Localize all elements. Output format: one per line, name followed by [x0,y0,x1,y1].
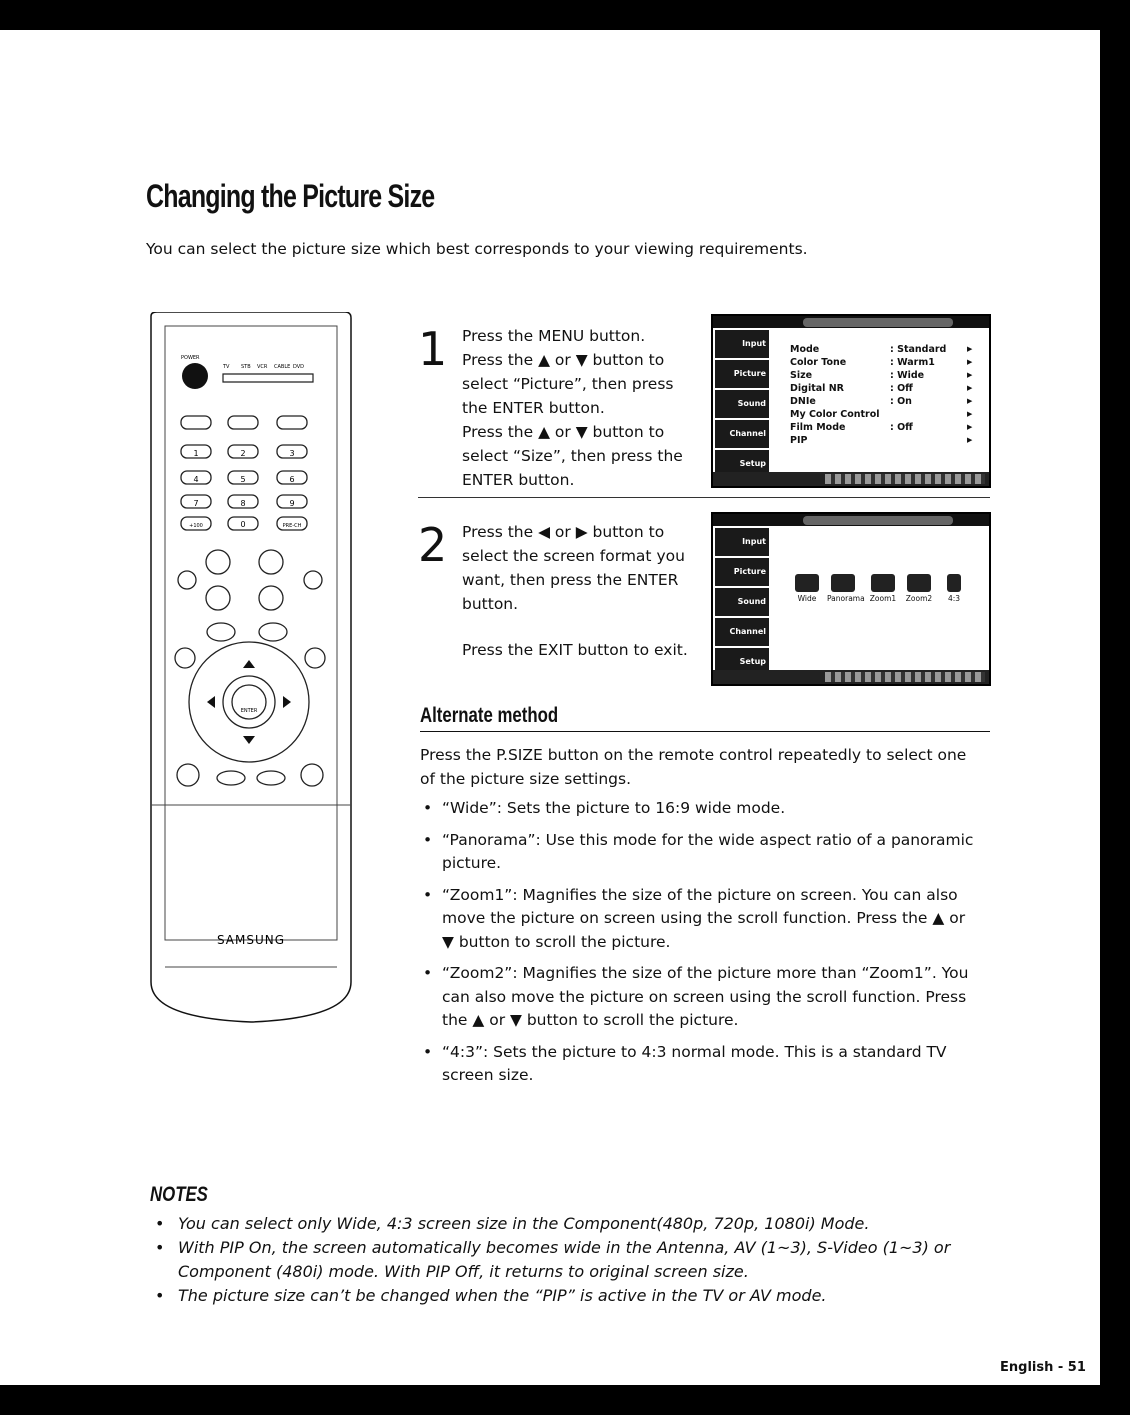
step-1-number: 1 [418,322,448,376]
power-label: POWER [181,355,200,361]
osd-side-sound: Sound [715,588,769,616]
osd-help-strip [825,474,985,484]
alternate-method-body [420,744,980,1096]
osd-side-picture: Picture [715,360,769,388]
format-wide [791,574,823,603]
osd-side-sound: Sound [715,390,769,418]
step-2-number: 2 [418,518,448,572]
osd-title-tab [803,318,953,327]
format-zoom1 [867,574,899,603]
format-label: Zoom1 [869,594,897,603]
osd-sidebar [713,328,771,476]
format-label: 4:3 [947,594,961,603]
menu-label: Color Tone [790,357,847,368]
osd-side-channel: Channel [715,618,769,646]
key-plus100: +100 [189,523,203,529]
option-zoom1: • “Zoom1”: Magnifies the size of the picture on screen. You can also move the picture on screen using the scroll function. Press the ▲ or ▼ button to scroll the picture. [420,884,980,955]
arrow-right-icon: ▶ [967,397,973,405]
menu-row-dnie [790,396,973,407]
alternate-method-intro: Press the P.SIZE button on the remote control repeatedly to select one of the picture size settings. [420,746,967,788]
key-5: 5 [240,475,246,484]
osd-title-tab [803,516,953,525]
menu-label: PIP [790,435,808,446]
step-1-text [462,324,683,492]
remote-brand: SAMSUNG [216,933,286,947]
menu-label: Film Mode [790,422,846,433]
format-panorama [827,574,865,603]
note-item: • You can select only Wide, 4:3 screen size in the Component(480p, 720p, 1080i) Mode. [150,1212,1030,1236]
key-1: 1 [193,449,199,458]
osd-side-setup: Setup [715,450,769,478]
note-item: • The picture size can’t be changed when the “PIP” is active in the TV or AV mode. [150,1284,1030,1308]
menu-value: : Off [890,422,913,433]
osd-side-input: Input [715,330,769,358]
arrow-right-icon: ▶ [967,384,973,392]
step-2-line: want, then press the ENTER [462,571,679,589]
key-prech: PRE-CH [282,523,302,529]
format-label: Wide [797,594,817,603]
menu-label: Size [790,370,813,381]
menu-value: : Warm1 [890,357,935,368]
format-zoom2-icon [907,574,931,592]
menu-value: : Off [890,383,913,394]
bottom-border-bar [0,1385,1130,1415]
format-zoom1-icon [871,574,895,592]
picture-menu-screen [711,314,991,488]
step-2-line: button. [462,595,519,613]
page-footer: English - 51 [1000,1360,1086,1375]
source-label-stb: STB [241,364,251,370]
step-2-text [462,520,685,616]
power-button [182,363,208,389]
notes-heading: NOTES [150,1183,208,1206]
menu-label: DNIe [790,396,816,407]
notes-list [150,1212,1030,1308]
right-border-bar [1100,30,1130,1390]
osd-title-bar [713,316,989,328]
osd-side-picture: Picture [715,558,769,586]
source-label-tv: TV [223,364,230,370]
osd-sidebar [713,526,771,674]
format-panorama-icon [831,574,855,592]
menu-value: : Wide [890,370,925,381]
osd-help-strip [825,672,985,682]
source-label-vcr: VCR [257,364,268,370]
step-separator [418,497,990,498]
format-wide-icon [795,574,819,592]
note-item: • With PIP On, the screen automatically becomes wide in the Antenna, AV (1~3), S-Video (1~3) or Component (480i) mode. With PIP Off, it returns to original screen size. [150,1236,1030,1284]
intro-text: You can select the picture size which best corresponds to your viewing requirements. [146,240,808,258]
menu-label: My Color Control [790,409,880,420]
option-wide: • “Wide”: Sets the picture to 16:9 wide mode. [420,797,980,821]
menu-row-pip [790,435,973,446]
menu-row-mode [790,344,973,355]
menu-label: Mode [790,344,820,355]
arrow-right-icon: ▶ [967,410,973,418]
arrow-right-icon: ▶ [967,345,973,353]
arrow-right-icon: ▶ [967,371,973,379]
option-4-3: • “4:3”: Sets the picture to 4:3 normal mode. This is a standard TV screen size. [420,1041,980,1088]
format-4-3 [938,574,970,603]
step-1-line: Press the ▲ or ▼ button to [462,423,665,441]
osd-title-bar [713,514,989,526]
page-title: Changing the Picture Size [146,178,435,214]
format-4-3-icon [947,574,961,592]
menu-row-digital-nr [790,383,973,394]
arrow-right-icon: ▶ [967,423,973,431]
key-9: 9 [289,499,295,508]
step-2-line: select the screen format you [462,547,685,565]
menu-value: : On [890,396,912,407]
osd-side-setup: Setup [715,648,769,676]
option-zoom2: • “Zoom2”: Magnifies the size of the picture more than “Zoom1”. You can also move the picture on screen using the scroll function. Press the ▲ or ▼ button to scroll the picture. [420,962,980,1033]
menu-row-color-tone [790,357,973,368]
step-1-line: select “Picture”, then press [462,375,674,393]
top-border-bar [0,0,1130,30]
menu-row-size [790,370,973,381]
step-2-exit-text: Press the EXIT button to exit. [462,641,688,659]
step-1-line: Press the MENU button. [462,327,646,345]
key-8: 8 [240,499,246,508]
menu-row-film-mode [790,422,973,433]
arrow-right-icon: ▶ [967,436,973,444]
step-1-line: the ENTER button. [462,399,605,417]
enter-label: ENTER [240,708,258,714]
alternate-method-rule [420,731,990,732]
menu-value: : Standard [890,344,947,355]
source-label-dvd: DVD [293,364,305,370]
arrow-right-icon: ▶ [967,358,973,366]
osd-side-channel: Channel [715,420,769,448]
step-1-line: Press the ▲ or ▼ button to [462,351,665,369]
step-2-line: Press the ◀ or ▶ button to [462,523,665,541]
osd-bottom-bar [713,670,989,684]
key-3: 3 [289,449,295,458]
key-4: 4 [193,475,199,484]
alternate-method-heading: Alternate method [420,704,559,727]
menu-label: Digital NR [790,383,844,394]
step-1-line: select “Size”, then press the [462,447,683,465]
format-label: Panorama [827,594,865,603]
size-menu-screen [711,512,991,686]
step-1-line: ENTER button. [462,471,575,489]
source-label-cable: CABLE [274,364,291,370]
key-6: 6 [289,475,295,484]
format-label: Zoom2 [905,594,933,603]
key-0: 0 [240,520,246,529]
key-7: 7 [193,499,199,508]
osd-bottom-bar [713,472,989,486]
remote-control-illustration [143,312,359,1025]
option-panorama: • “Panorama”: Use this mode for the wide aspect ratio of a panoramic picture. [420,829,980,876]
key-2: 2 [240,449,246,458]
format-zoom2 [903,574,935,603]
menu-row-my-color-control [790,409,973,420]
size-options-list [420,797,980,1088]
osd-side-input: Input [715,528,769,556]
